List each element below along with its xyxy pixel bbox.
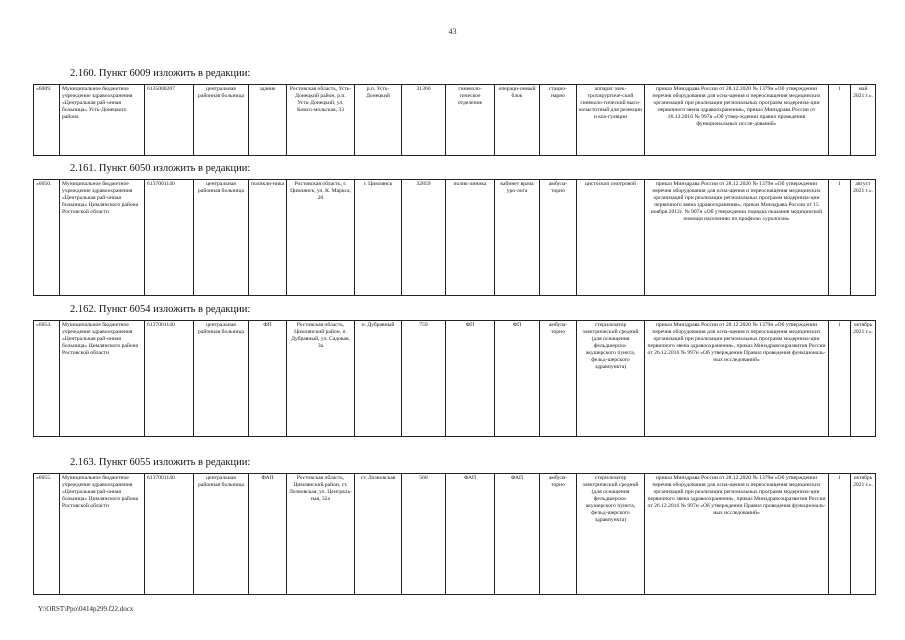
cell-legal-basis: приказ Минздрава России от 28.12.2020 № 1379н «Об утверждении перечня оборудования для осна-щения и переоснащения медицинских организаций при реализации региональных программ модерниза-ции первичного звена здравоохранения», приказ Минздрава России от 15 ноября 2012г. № 907н «Об утверждении порядка оказания медицинской помощи населению по профилю «урология» [645,180,829,296]
cell-quantity: 1 [829,180,851,296]
cell-address: Ростовская область, Усть-Донецкий район, р.п. Усть-Донецкий, ул. Комсо-мольская, 33 [287,85,355,156]
table-row [34,321,876,437]
cell-org-type: центральная районная больница [194,85,249,156]
cell-institution: Муниципальное бюджетное учреждение здравоохранения «Центральная рай-онная больница» Цимлянского района Ростовской области [60,321,145,437]
cell-quantity: 1 [829,321,851,437]
cell-code: 560 [402,474,446,595]
cell-item-number: «6009. [34,85,60,156]
cell-care-mode: амбула-торно [540,180,577,296]
table-row [34,474,876,595]
file-path-footer: Y:\ORST\Ppo\0414p299.f22.docx [38,605,134,613]
section-title: 2.161. Пункт 6050 изложить в редакции: [70,163,251,174]
cell-equipment: цистоскоп смотровой [577,180,645,296]
cell-unit: кабинет врача уро-лога [495,180,540,296]
cell-equipment: стерилизатор электрический средний (для оснащения фельдшерско-акушерского пункта, фельд-шерского здравпункта) [577,321,645,437]
cell-department: гинеколо-гическое отделение [446,85,495,156]
cell-equipment: стерилизатор электрический средний (для оснащения фельдшерско-акушерского пункта, фельд-шерского здравпункта) [577,474,645,595]
cell-inn: 6137001140 [145,474,194,595]
cell-code: 759 [402,321,446,437]
cell-building: ФАП [249,474,287,595]
cell-address: Ростовская область, Цимлянский район, п. Дубравный, ул. Садовая, 3а [287,321,355,437]
cell-settlement: р.п. Усть-Донецкий [355,85,402,156]
cell-department: ФАП [446,474,495,595]
cell-building: поликли-ника [249,180,287,296]
cell-care-mode: стацио-нарно [540,85,577,156]
cell-inn: 6135000207 [145,85,194,156]
cell-inn: 6137001140 [145,321,194,437]
register-table [33,84,876,156]
cell-settlement: г. Цимлянск [355,180,402,296]
cell-department: ФП [446,321,495,437]
register-table [33,320,876,437]
cell-address: Ростовская область, Цимлянский район, ст. Лозновская, ул. Централь-ная, 32а [287,474,355,595]
cell-legal-basis: приказ Минздрава России от 28.12.2020 № 1379н «Об утверждении перечня оборудования для осна-щения и переоснащения медицинских организаций при реализации региональных программ модерниза-ции первичного звена здравоохранения», приказ Минздравсоцразвития России от 26.12.2016 № 997н «Об утверждении Правил проведения функциональ-ных исследований» [645,321,829,437]
cell-date: август 2021 г.». [851,180,876,296]
cell-institution: Муниципальное бюджетное учреждение здравоохранения «Центральная рай-онная больница» Цимлянского района Ростовской области [60,474,145,595]
cell-item-number: «6050. [34,180,60,296]
cell-unit: ФП [495,321,540,437]
cell-unit: ФАП [495,474,540,595]
cell-date: октябрь 2021 г.». [851,474,876,595]
cell-care-mode: амбула-торно [540,321,577,437]
table-row [34,180,876,296]
cell-settlement: ст. Лозновская [355,474,402,595]
cell-building: здание [249,85,287,156]
cell-org-type: центральная районная больница [194,180,249,296]
cell-institution: Муниципальное бюджетное учреждение здравоохранения «Центральная рай-онная больница» Усть-Донецкого района [60,85,145,156]
cell-equipment: аппарат элек-трохирургиче-ский гинеколо-гический высо-кочастотный для резекции и коа-гуляции [577,85,645,156]
cell-institution: Муниципальное бюджетное учреждение здравоохранения «Центральная рай-онная больница» Цимлянского района Ростовской области [60,180,145,296]
cell-date: май 2021 г.». [851,85,876,156]
cell-quantity: 1 [829,85,851,156]
section-title: 2.160. Пункт 6009 изложить в редакции: [70,68,251,79]
cell-org-type: центральная районная больница [194,321,249,437]
cell-date: октябрь 2021 г.». [851,321,876,437]
cell-address: Ростовская область, г. Цимлянск, ул. К. Маркса, 20 [287,180,355,296]
cell-department: полик-линика [446,180,495,296]
cell-settlement: п. Дубравный [355,321,402,437]
register-table [33,179,876,296]
cell-legal-basis: приказ Минздрава России от 28.12.2020 № 1379н «Об утверждении перечня оборудования для осна-щения и переоснащения медицинских организаций при реализации региональных программ модерниза-ции первичного звена здравоохранения», приказ Минздравсоцразвития России от 26.12.2016 № 997н «Об утверждении Правил проведения функциональ-ных исследований» [645,474,829,595]
table-row [34,85,876,156]
cell-inn: 6137001140 [145,180,194,296]
section-title: 2.162. Пункт 6054 изложить в редакции: [70,304,251,315]
cell-org-type: центральная районная больница [194,474,249,595]
page-number: 43 [448,27,457,36]
cell-item-number: «6054. [34,321,60,437]
section-title: 2.163. Пункт 6055 изложить в редакции: [70,457,251,468]
cell-quantity: 1 [829,474,851,595]
cell-unit: операци-онный блок [495,85,540,156]
register-table [33,473,876,595]
cell-building: ФП [249,321,287,437]
cell-code: 31360 [402,85,446,156]
cell-item-number: «6055. [34,474,60,595]
cell-legal-basis: приказ Минздрава России от 28.12.2020 № 1379н «Об утверждении перечня оборудования для осна-щения и переоснащения медицинских организаций при реализации региональных программ модерниза-ции первичного звена здравоохранения», приказ Минздрава России от 26.12.2016 № 997н «Об утвер-ждении правил проведения функциональных иссле-дований» [645,85,829,156]
cell-care-mode: амбула-торно [540,474,577,595]
cell-code: 32859 [402,180,446,296]
